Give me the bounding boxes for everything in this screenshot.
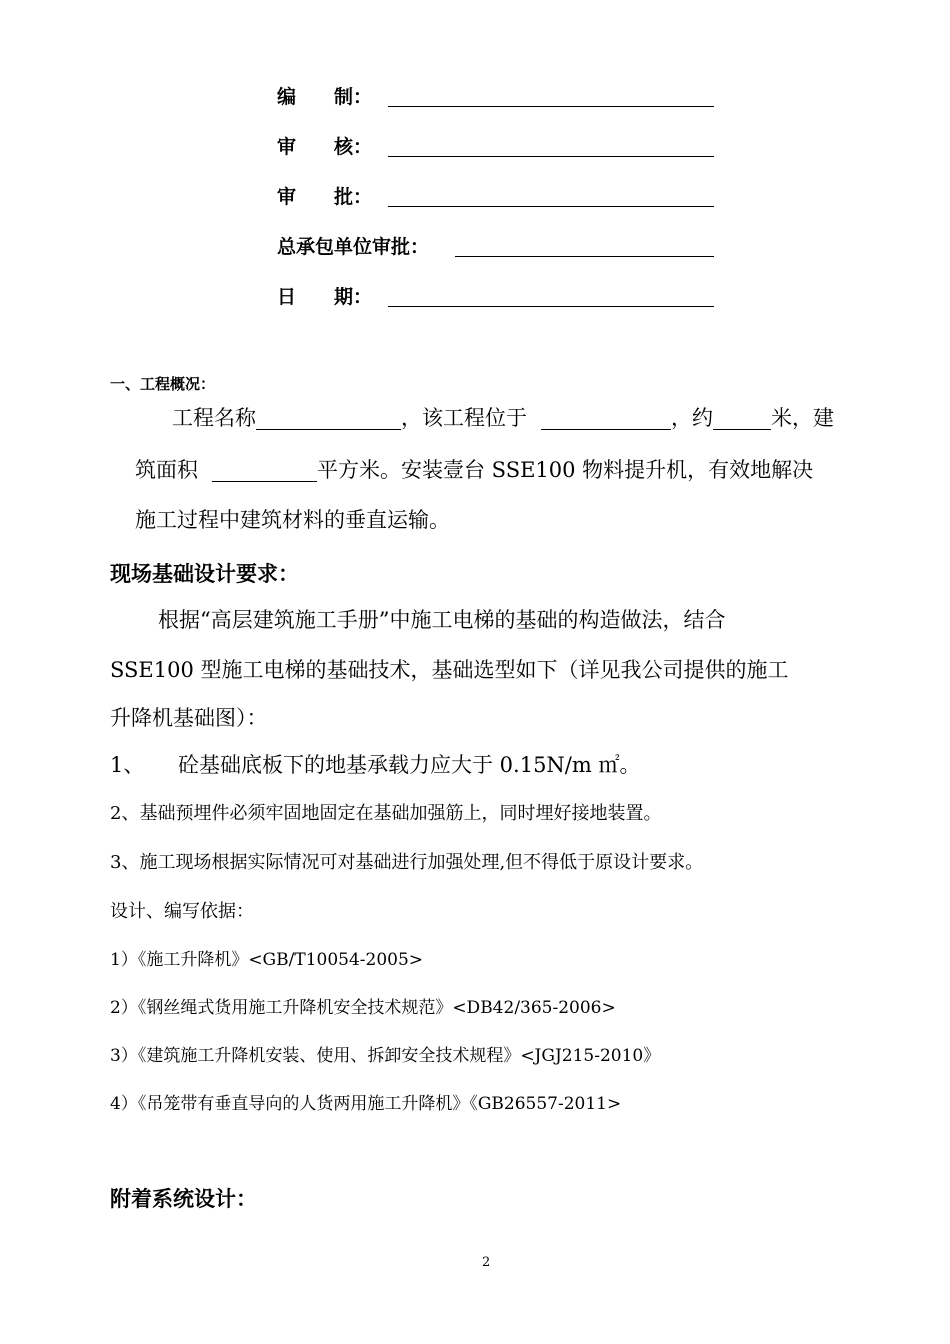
foundation-paragraph-line-2: SSE100 型施工电梯的基础技术，基础选型如下（详见我公司提供的施工 [110, 658, 789, 682]
reference-item: 1）《施工升降机》<GB/T10054-2005> [110, 950, 424, 970]
requirement-item-1-text: 砼基础底板下的地基承载力应大于 0.15N/m ㎡。 [178, 753, 641, 777]
compile-label: 编 制： [277, 86, 373, 108]
project-name-label: 工程名称 [172, 406, 256, 430]
requirement-item-3: 3、施工现场根据实际情况可对基础进行加强处理,但不得低于原设计要求。 [110, 852, 704, 873]
meters-label: 米，建 [771, 406, 834, 430]
location-label: ，该工程位于 [401, 406, 527, 430]
project-overview-heading: 一、工程概况： [110, 375, 216, 393]
review-signature-line [388, 156, 714, 157]
requirement-item-2: 2、基础预埋件必须牢固地固定在基础加强筋上，同时埋好接地装置。 [110, 803, 662, 824]
foundation-paragraph-line-1: 根据“高层建筑施工手册”中施工电梯的基础的构造做法，结合 [158, 608, 726, 632]
area-description: 平方米。安装壹台 SSE100 物料提升机，有效地解决 [317, 458, 814, 482]
review-label: 审 核： [277, 136, 373, 158]
area-blank [212, 459, 317, 482]
date-label: 日 期： [277, 286, 373, 308]
general-contractor-label: 总承包单位审批： [277, 236, 430, 258]
page-number: 2 [482, 1255, 491, 1270]
approve-label: 审 批： [277, 186, 373, 208]
project-overview-line-3: 施工过程中建筑材料的垂直运输。 [135, 508, 450, 532]
attachment-system-heading: 附着系统设计： [110, 1187, 257, 1211]
general-contractor-signature-line [455, 256, 714, 257]
area-label: 筑面积 [135, 458, 198, 482]
reference-item: 3）《建筑施工升降机安装、使用、拆卸安全技术规程》<JGJ215-2010》 [110, 1046, 661, 1066]
project-overview-line-1 [172, 402, 834, 432]
approx-label: ，约 [671, 406, 713, 430]
date-signature-line [388, 306, 714, 307]
foundation-requirements-heading: 现场基础设计要求： [110, 562, 299, 586]
foundation-paragraph-line-3: 升降机基础图）： [110, 706, 268, 730]
reference-item: 2）《钢丝绳式货用施工升降机安全技术规范》<DB42/365-2006> [110, 998, 616, 1018]
approve-signature-line [388, 206, 714, 207]
location-blank [541, 407, 671, 430]
height-blank [713, 407, 771, 430]
requirement-item-1-number: 1、 [110, 753, 145, 777]
reference-item: 4）《吊笼带有垂直导向的人货两用施工升降机》《GB26557-2011> [110, 1094, 622, 1114]
design-basis-heading: 设计、编写依据： [110, 901, 254, 922]
project-name-blank [256, 407, 401, 430]
compile-signature-line [388, 106, 714, 107]
project-overview-line-2 [135, 454, 813, 484]
